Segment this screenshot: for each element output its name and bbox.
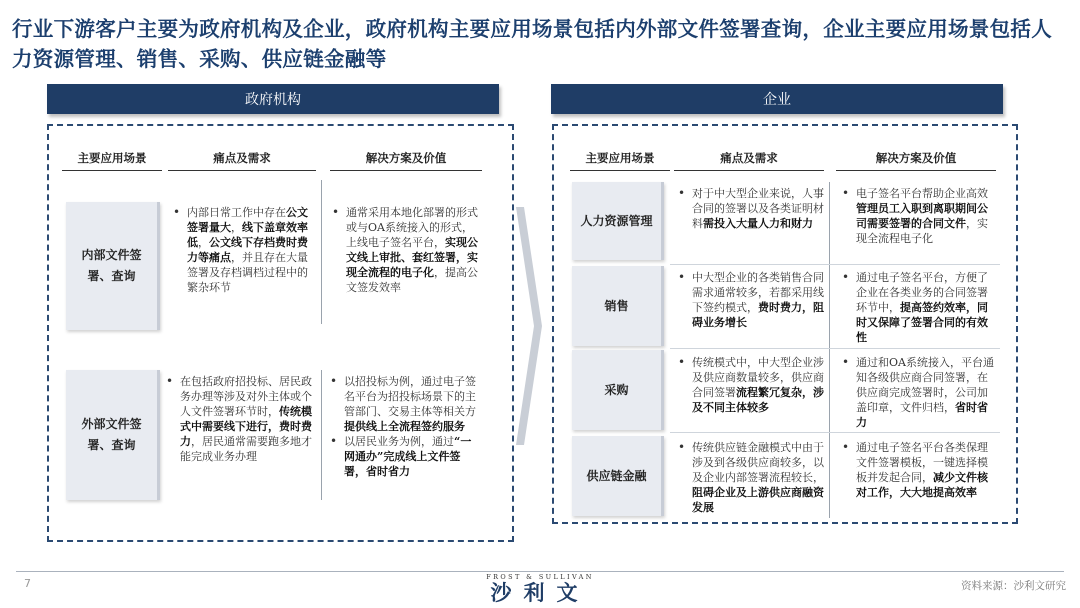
gov-scenario-internal: 内部文件签署、查询	[66, 202, 160, 330]
gov-col-underline	[168, 170, 316, 171]
ent-col-solution: 解决方案及价值	[875, 151, 957, 165]
gov-col-pain: 痛点及需求	[213, 151, 271, 165]
ent-pain-supply-chain-finance	[678, 440, 826, 515]
gov-scenario-external: 外部文件签署、查询	[66, 370, 160, 500]
bullet-text: • 以居民业务为例，通过“一网通办”完成线上文件签署，省时省力	[330, 434, 482, 479]
bullet-text: • 对于中大型企业来说，人事合同的签署以及各类证明材料需投入大量人力和财力	[678, 186, 826, 231]
gov-col-underline	[62, 170, 162, 171]
bullet-text: • 通过电子签名平台，方便了企业在各类业务的合同签署环节中，提高签约效率，同时又保障了签署合同的有效性	[842, 270, 998, 345]
bullet-text: • 传统模式中，中大型企业涉及供应商数量较多，供应商合同签署流程繁冗复杂，涉及不同主体较多	[678, 355, 826, 415]
ent-scenario-sales: 销售	[572, 266, 664, 346]
ent-col-scenario: 主要应用场景	[585, 151, 655, 165]
bullet-text: • 内部日常工作中存在公文签署量大，线下盖章效率低，公文线下存档费时费力等痛点，并且存在大量签署及存档调档过程中的繁杂环节	[173, 205, 318, 295]
bullet-text: • 通常采用本地化部署的形式或与OA系统接入的形式，上线电子签名平台，实现公文线上审批、套红签署，实现全流程的电子化，提高公文签发效率	[332, 205, 482, 295]
gov-col-solution: 解决方案及价值	[365, 151, 447, 165]
bullet-text: • 中大型企业的各类销售合同需求通常较多，若都采用线下签约模式，费时费力，阻碍业务增长	[678, 270, 826, 330]
ent-scenario-procurement: 采购	[572, 350, 664, 430]
gov-col-underline	[330, 170, 482, 171]
bullet-text: • 在包括政府招投标、居民政务办理等涉及对外主体或个人文件签署环节时，传统模式中需要线下进行，费时费力，居民通常需要跑多地才能完成业务办理	[166, 374, 316, 464]
logo-chinese: 沙利文	[490, 581, 590, 605]
source-note: 资料来源：沙利文研究	[961, 580, 1066, 592]
ent-solution-sales	[842, 270, 998, 345]
ent-row-divider	[670, 432, 1000, 433]
ent-row-divider	[670, 264, 1000, 265]
chevron-right-icon	[516, 207, 542, 445]
ent-divider	[829, 182, 830, 518]
ent-pain-hr	[678, 186, 826, 231]
gov-divider	[321, 370, 322, 500]
gov-pain-external	[166, 374, 316, 464]
logo-wordmark: FROST & SULLIVAN	[486, 573, 594, 581]
ent-col-underline	[674, 170, 824, 171]
gov-solution-internal	[332, 205, 482, 295]
ent-solution-supply-chain-finance	[842, 440, 998, 500]
frost-sullivan-logo	[480, 573, 600, 605]
page-title: 行业下游客户主要为政府机构及企业，政府机构主要应用场景包括内外部文件签署查询，企业主要应用场景包括人力资源管理、销售、采购、供应链金融等	[12, 17, 1052, 71]
ent-pain-procurement	[678, 355, 826, 415]
ent-row-divider	[670, 348, 1000, 349]
ent-col-pain: 痛点及需求	[720, 151, 778, 165]
ent-scenario-hr: 人力资源管理	[572, 182, 664, 260]
bullet-text: • 以招投标为例，通过电子签名平台为招投标场景下的主管部门、交易主体等相关方提供线上全流程签约服务	[330, 374, 482, 434]
gov-divider	[321, 180, 322, 324]
section-header-government: 政府机构	[47, 84, 499, 114]
ent-col-underline	[570, 170, 670, 171]
bullet-text: • 通过电子签名平台各类保理文件签署模板，一键选择模板并发起合同，减少文件核对工作，大大地提高效率	[842, 440, 998, 500]
ent-solution-procurement	[842, 355, 998, 430]
ent-pain-sales	[678, 270, 826, 330]
footer-divider	[16, 571, 1064, 572]
ent-scenario-supply-chain-finance: 供应链金融	[572, 436, 664, 516]
gov-solution-external	[330, 374, 482, 479]
section-header-enterprise: 企业	[551, 84, 1003, 114]
gov-col-scenario: 主要应用场景	[77, 151, 147, 165]
bullet-text: • 传统供应链金融模式中由于涉及到各级供应商较多，以及企业内部签署流程较长，阻碍企业及上游供应商融资发展	[678, 440, 826, 515]
page-number: 7	[24, 577, 31, 590]
ent-col-underline	[836, 170, 996, 171]
ent-solution-hr	[842, 186, 998, 246]
bullet-text: • 电子签名平台帮助企业高效管理员工入职到离职期间公司需要签署的合同文件，实现全流程电子化	[842, 186, 998, 246]
gov-pain-internal	[173, 205, 318, 295]
bullet-text: • 通过和OA系统接入，平台通知各级供应商合同签署，在供应商完成签署时，公司加盖印章，文件归档，省时省力	[842, 355, 998, 430]
